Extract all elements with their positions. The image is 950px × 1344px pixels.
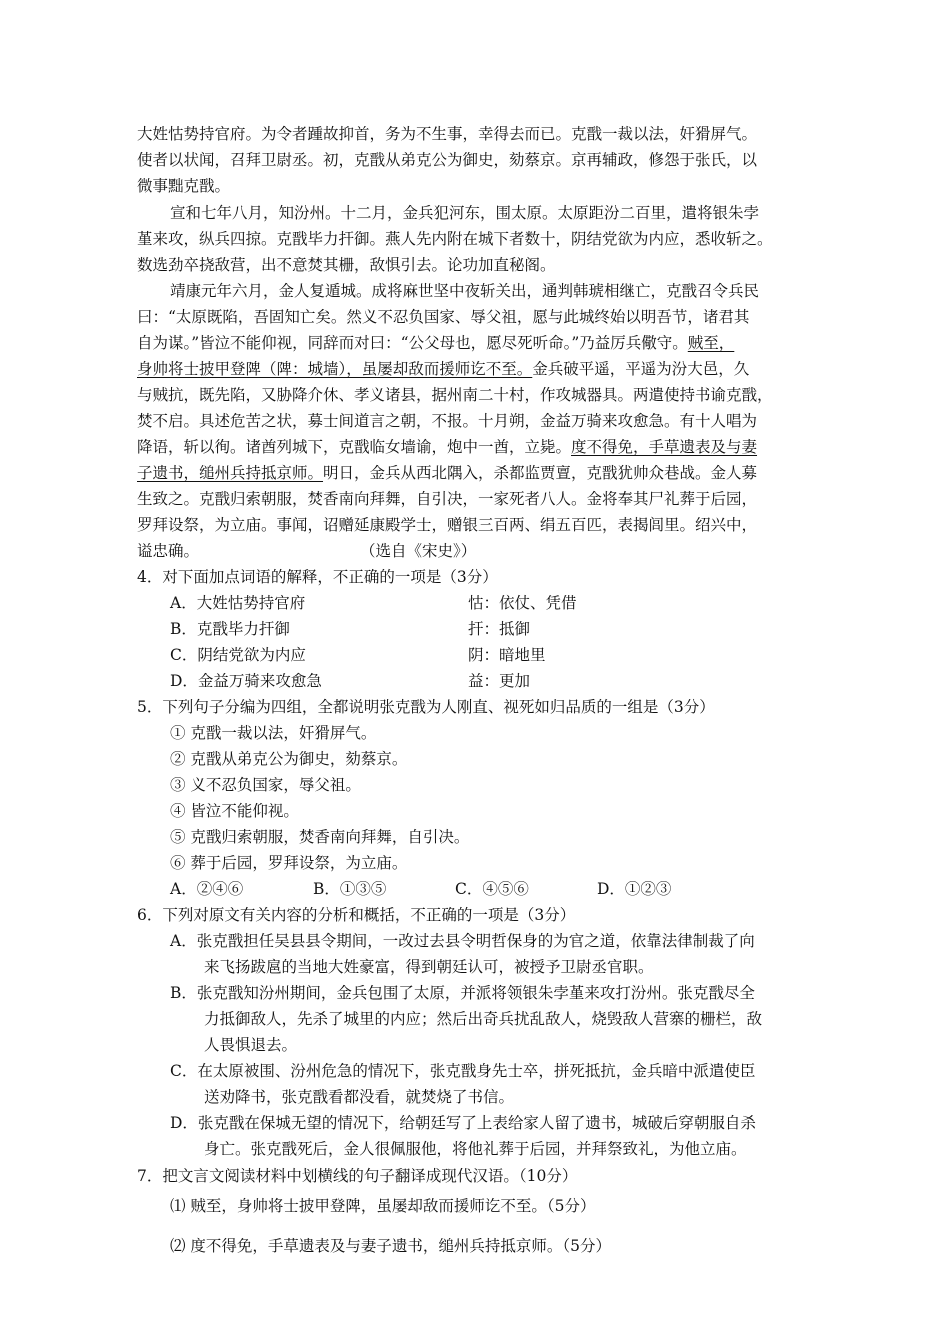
passage-line bbox=[137, 359, 749, 379]
q7-sentence-2: ⑵ 度不得免，手草遗表及与妻子遗书，缒州兵持抵京师。（5分） bbox=[170, 1237, 612, 1255]
passage-line: 罗拜设祭，为立庙。事闻，诏赠延康殿学士，赠银三百两、绢五百匹，表揭闾里。绍兴中， bbox=[137, 516, 758, 534]
q4-option-b: B．克戬毕力扞御 bbox=[170, 620, 290, 638]
q6-option-a-cont: 来飞扬跋扈的当地大姓豪富，得到朝廷认可，被授予卫尉丞官职。 bbox=[204, 958, 654, 976]
passage-line: 使者以状闻，召拜卫尉丞。初，克戬从弟克公为御史，劾蔡京。京再辅政，修怨于张氏，以 bbox=[137, 151, 758, 169]
q6-option-d-cont: 身亡。张克戬死后，金人很佩服他，将他礼葬于后园，并拜祭致礼，为他立庙。 bbox=[204, 1140, 747, 1158]
underlined-sentence: 度不得免，手草遗表及与妻 bbox=[571, 438, 758, 456]
underlined-sentence: 子遗书，缒州兵持抵京师。 bbox=[137, 464, 324, 482]
q6-option-b: B．张克戬知汾州期间，金兵包围了太原，并派将领银朱孛堇来攻打汾州。张克戬尽全 bbox=[170, 984, 755, 1002]
question-4-stem: 4．对下面加点词语的解释，不正确的一项是（3分） bbox=[137, 568, 498, 586]
passage-text: 金兵破平遥，平遥为汾大邑，久 bbox=[532, 360, 750, 378]
q5-item: ② 克戬从弟克公为御史，劾蔡京。 bbox=[170, 750, 408, 768]
underlined-sentence: 贼至， bbox=[687, 334, 735, 352]
passage-line: 靖康元年六月，金人复遁城。成将麻世坚中夜斩关出，通判韩琥相继亡，克戬召令兵民 bbox=[170, 282, 760, 300]
passage-line bbox=[137, 463, 757, 483]
q5-choice-d: D．①②③ bbox=[597, 880, 672, 898]
passage-text: 降语，斩以徇。诸酋列城下，克戬临女墙谕，炮中一酋，立毙。 bbox=[137, 438, 572, 456]
passage-line: 堇来攻，纵兵四掠。克戬毕力扞御。燕人先内附在城下者数十，阴结党欲为内应，悉收斩之。 bbox=[137, 230, 773, 248]
q6-option-c: C．在太原被围、汾州危急的情况下，张克戬身先士卒，拼死抵抗，金兵暗中派遣使臣 bbox=[170, 1062, 756, 1080]
passage-line: 焚不启。具述危苦之状，募士间道言之朝，不报。十月朔，金益万骑来攻愈急。有十人唱为 bbox=[137, 412, 758, 430]
passage-line: 曰：“太原既陷，吾固知亡矣。然义不忍负国家、辱父祖，愿与此城终始以明吾节，诸君其 bbox=[137, 308, 750, 326]
q6-option-b-cont: 力抵御敌人，先杀了城里的内应；然后出奇兵扰乱敌人，烧毁敌人营寨的栅栏，敌 bbox=[204, 1010, 763, 1028]
passage-line: 大姓怙势持官府。为令者踵故抑首，务为不生事，幸得去而已。克戬一裁以法，奸猾屏气。 bbox=[137, 125, 758, 143]
question-7-stem: 7．把文言文阅读材料中划横线的句子翻译成现代汉语。（10分） bbox=[137, 1167, 578, 1185]
q4-option-d-gloss: 益：更加 bbox=[468, 672, 531, 690]
q7-sentence-1: ⑴ 贼至，身帅将士披甲登陴，虽屡却敌而援师讫不至。（5分） bbox=[170, 1197, 596, 1215]
underlined-sentence: 身帅将士披甲登陴（陴：城墙），虽屡却敌而援师讫不至。 bbox=[137, 360, 533, 378]
q4-option-a: A．大姓怙势持官府 bbox=[170, 594, 306, 612]
passage-line: 谥忠确。 bbox=[137, 542, 200, 560]
q5-item: ④ 皆泣不能仰视。 bbox=[170, 802, 299, 820]
q6-option-a: A．张克戬担任吴县县令期间，一改过去县令明哲保身的为官之道，依靠法律制裁了向 bbox=[170, 932, 755, 950]
q5-item: ① 克戬一裁以法，奸猾屏气。 bbox=[170, 724, 377, 742]
q4-option-d: D．金益万骑来攻愈急 bbox=[170, 672, 322, 690]
q4-option-c-gloss: 阴：暗地里 bbox=[468, 646, 546, 664]
passage-line bbox=[137, 333, 734, 353]
q5-choice-a: A．②④⑥ bbox=[170, 880, 244, 898]
passage-line: 与贼抗，既先陷，又胁降介休、孝义诸县，据州南二十村，作攻城器具。两遣使持书谕克戬， bbox=[137, 386, 773, 404]
q4-option-a-gloss: 怙：依仗、凭借 bbox=[468, 594, 577, 612]
q5-item: ⑥ 葬于后园，罗拜设祭，为立庙。 bbox=[170, 854, 408, 872]
q5-item: ⑤ 克戬归索朝服，焚香南向拜舞，自引决。 bbox=[170, 828, 470, 846]
passage-text: 自为谋。”皆泣不能仰视，同辞而对曰：“公父母也，愿尽死听命。”乃益厉兵儆守。 bbox=[137, 334, 688, 352]
question-5-stem: 5．下列句子分编为四组，全都说明张克戬为人刚直、视死如归品质的一组是（3分） bbox=[137, 698, 715, 716]
q6-option-d: D．张克戬在保城无望的情况下，给朝廷写了上表给家人留了遗书，城破后穿朝服自杀 bbox=[170, 1114, 756, 1132]
q5-choice-b: B．①③⑤ bbox=[313, 880, 387, 898]
passage-line: 生致之。克戬归索朝服，焚香南向拜舞，自引决，一家死者八人。金将奉其尸礼葬于后园， bbox=[137, 490, 758, 508]
q4-option-b-gloss: 扞：抵御 bbox=[468, 620, 531, 638]
question-6-stem: 6．下列对原文有关内容的分析和概括，不正确的一项是（3分） bbox=[137, 906, 576, 924]
q5-item: ③ 义不忍负国家，辱父祖。 bbox=[170, 776, 361, 794]
q4-option-c: C．阴结党欲为内应 bbox=[170, 646, 306, 664]
q5-choice-c: C．④⑤⑥ bbox=[455, 880, 529, 898]
source-note: （选自《宋史》） bbox=[360, 542, 477, 560]
passage-text: 明日，金兵从西北隅入，杀都监贾亶，克戬犹帅众巷战。金人募 bbox=[323, 464, 758, 482]
passage-line: 微事黜克戬。 bbox=[137, 177, 231, 195]
q6-option-c-cont: 送劝降书，张克戬看都没看，就焚烧了书信。 bbox=[204, 1088, 515, 1106]
passage-line: 数选劲卒挠敌营，出不意焚其栅，敌惧引去。论功加直秘阁。 bbox=[137, 256, 556, 274]
q6-option-b-cont: 人畏惧退去。 bbox=[204, 1036, 298, 1054]
passage-line bbox=[137, 437, 757, 457]
passage-line: 宣和七年八月，知汾州。十二月，金兵犯河东，围太原。太原距汾二百里，遣将银朱孛 bbox=[170, 204, 760, 222]
